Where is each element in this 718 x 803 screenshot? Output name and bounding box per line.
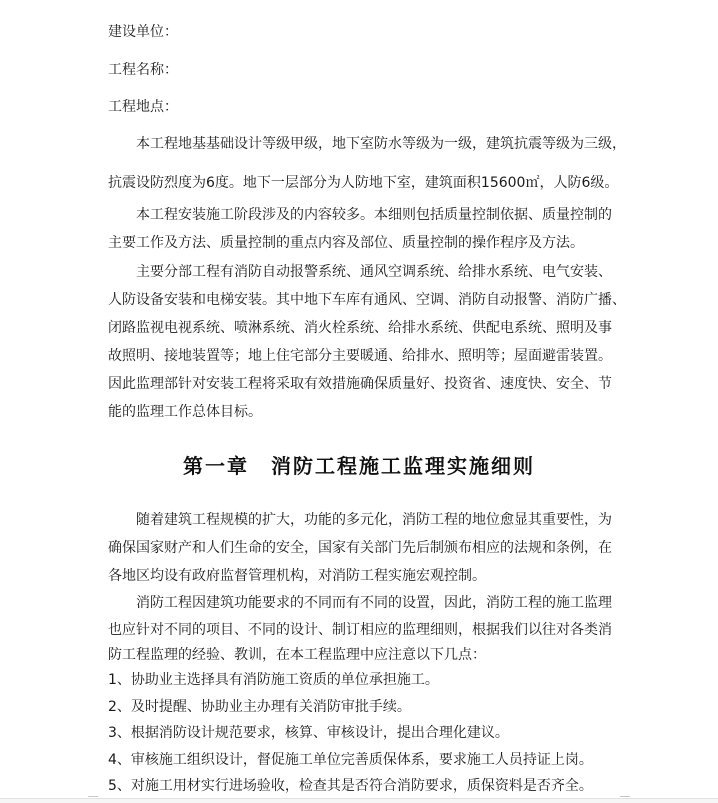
intro-p3-line5: 因此监理部针对安装工程将采取有效措施确保质量好、投资省、速度快、安全、节: [108, 376, 612, 392]
numbered-item-3: 3、根据消防设计规范要求，核算、审核设计，提出合理化建议。: [108, 725, 509, 741]
page-corner-mark-left: [88, 796, 98, 797]
chapter-p2-line1: 消防工程因建筑功能要求的不同而有不同的设置，因此，消防工程的施工监理: [108, 595, 612, 611]
project-location-label: 工程地点：: [108, 99, 178, 115]
numbered-item-5: 5、对施工用材实行进场验收，检查其是否符合消防要求，质保资料是否齐全。: [108, 778, 593, 794]
numbered-item-1: 1、协助业主选择具有消防施工资质的单位承担施工。: [108, 672, 439, 688]
chapter-title: 第一章 消防工程施工监理实施细则: [183, 454, 535, 478]
chapter-p1-line3: 各地区均设有政府监督管理机构，对消防工程实施宏观控制。: [108, 568, 486, 584]
chapter-p2-line2: 也应针对不同的项目、不同的设计、制订相应的监理细则，根据我们以往对各类消: [108, 622, 612, 638]
intro-p3-line4: 故照明、接地装置等；地上住宅部分主要暖通、给排水、照明等；屋面避雷装置。: [108, 348, 612, 364]
intro-p3-line3: 闭路监视电视系统、喷淋系统、消火栓系统、给排水系统、供配电系统、照明及事: [108, 320, 612, 336]
intro-p3-line1: 主要分部工程有消防自动报警系统、通风空调系统、给排水系统、电气安装、: [108, 264, 612, 280]
intro-p2-line2: 主要工作及方法、质量控制的重点内容及部位、质量控制的操作程序及方法。: [108, 235, 584, 251]
page-top-mark: [148, 0, 178, 2]
chapter-p2-line3: 防工程监理的经验、教训，在本工程监理中应注意以下几点：: [108, 647, 486, 663]
numbered-item-2: 2、及时提醒、协助业主办理有关消防审批手续。: [108, 699, 411, 715]
intro-p2-line1: 本工程安装施工阶段涉及的内容较多。本细则包括质量控制依据、质量控制的: [108, 207, 612, 223]
intro-p1-line1: 本工程地基基础设计等级甲级，地下室防水等级为一级，建筑抗震等级为三级，: [108, 136, 626, 152]
chapter-p1-line1: 随着建筑工程规模的扩大，功能的多元化，消防工程的地位愈显其重要性，为: [108, 512, 612, 528]
construction-unit-label: 建设单位：: [108, 24, 178, 40]
page-bottom-edge: [0, 798, 718, 803]
numbered-item-4: 4、审核施工组织设计，督促施工单位完善质保体系，要求施工人员持证上岗。: [108, 752, 593, 768]
project-name-label: 工程名称：: [108, 62, 178, 78]
intro-p3-line2: 人防设备安装和电梯安装。其中地下车库有通风、空调、消防自动报警、消防广播、: [108, 292, 626, 308]
page-corner-mark-right: [620, 796, 630, 797]
intro-p1-line2: 抗震设防烈度为6度。地下一层部分为人防地下室，建筑面积15600㎡，人防6级。: [108, 175, 619, 191]
chapter-p1-line2: 确保国家财产和人们生命的安全，国家有关部门先后制颁布相应的法规和条例，在: [108, 540, 612, 556]
intro-p3-line6: 能的监理工作总体目标。: [108, 404, 262, 420]
